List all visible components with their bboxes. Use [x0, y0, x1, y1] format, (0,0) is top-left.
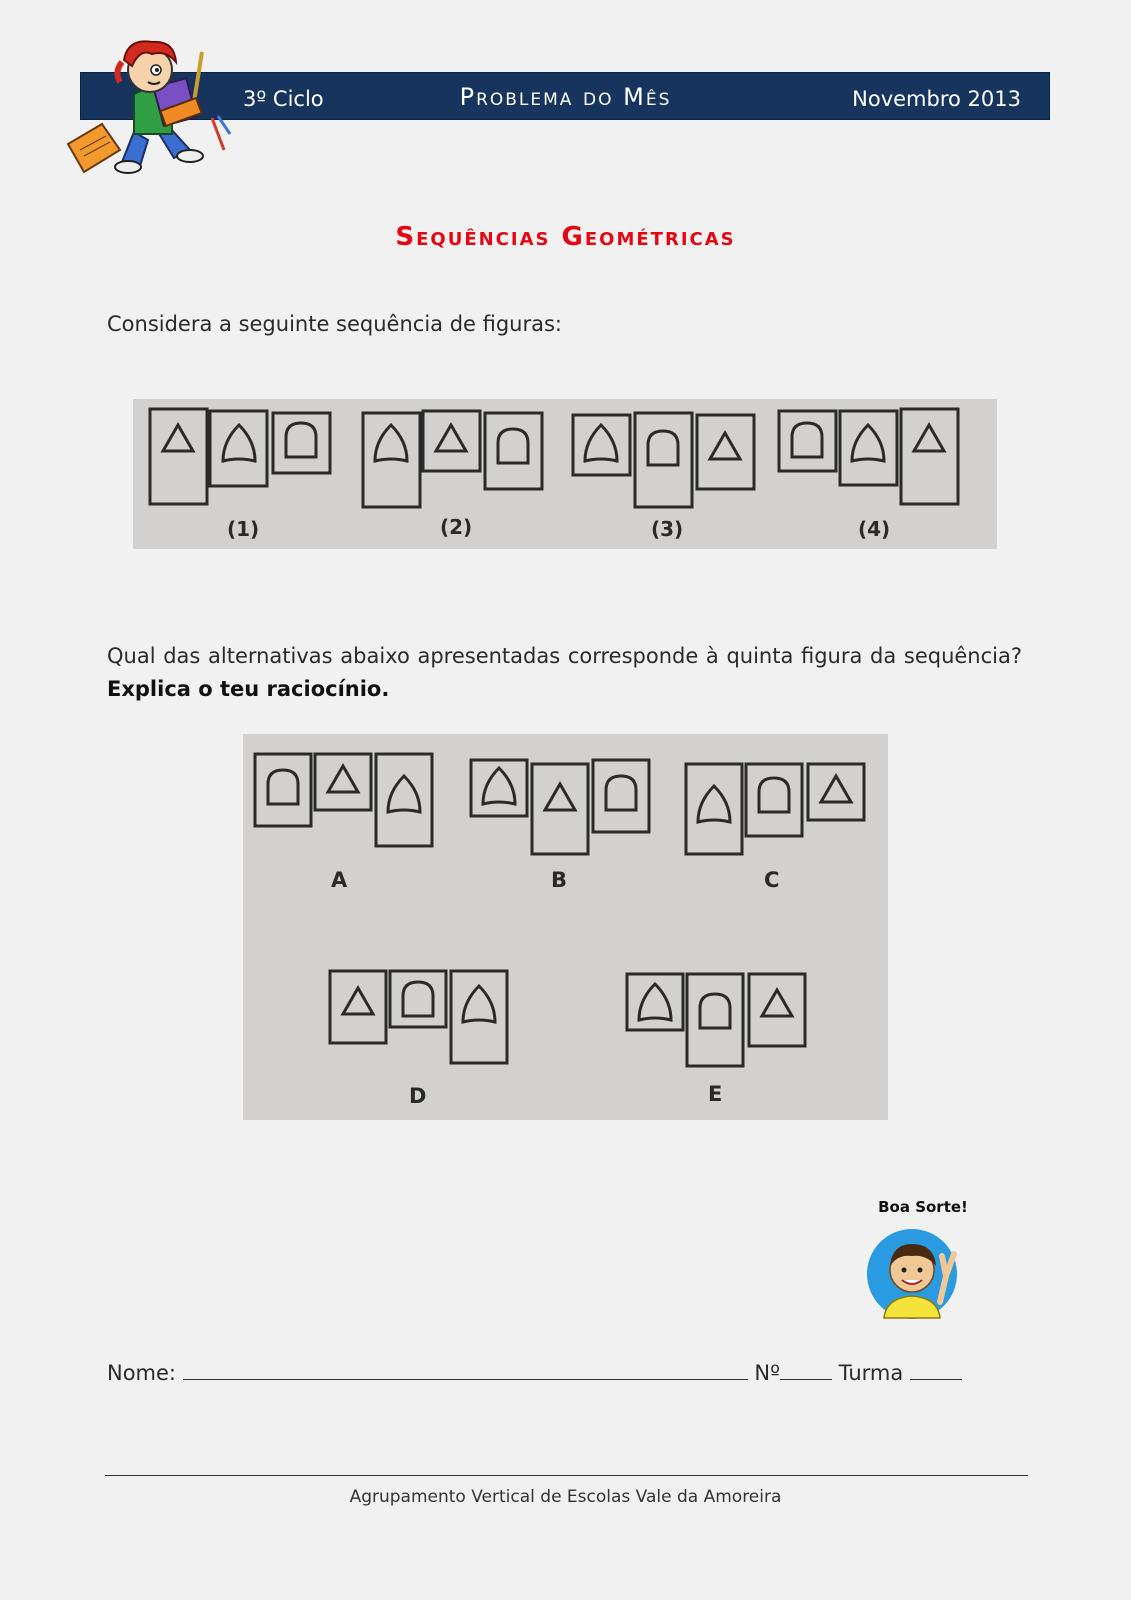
number-field[interactable] [780, 1358, 832, 1380]
worksheet-title: Sequências Geométricas [395, 222, 736, 252]
waving-kid-illustration [866, 1226, 966, 1322]
name-field[interactable] [183, 1358, 748, 1380]
header-date: Novembro 2013 [852, 87, 1021, 111]
header-cycle: 3º Ciclo [243, 87, 324, 111]
intro-text: Considera a seguinte sequência de figuras: [107, 312, 563, 336]
footer-divider [105, 1475, 1028, 1476]
sequence-label-4: (4) [858, 517, 891, 541]
sequence-label-1: (1) [227, 517, 260, 541]
student-form-line [107, 1358, 1007, 1388]
sequence-label-3: (3) [651, 517, 684, 541]
sequence-figure-panel [133, 399, 997, 549]
name-label: Nome: [107, 1361, 177, 1385]
number-label: Nº [754, 1361, 780, 1385]
student-mascot-illustration [62, 32, 232, 177]
options-figure-panel [243, 734, 888, 1120]
question-text [107, 640, 1022, 706]
footer-school-name: Agrupamento Vertical de Escolas Vale da Amoreira [349, 1487, 782, 1507]
option-label-b: B [551, 868, 568, 892]
header-title: Problema do Mês [459, 83, 672, 111]
option-label-d: D [409, 1084, 427, 1108]
option-label-e: E [708, 1082, 723, 1106]
good-luck-text: Boa Sorte! [878, 1198, 968, 1216]
option-label-a: A [331, 868, 348, 892]
class-label: Turma [838, 1361, 904, 1385]
options-figures-drawing [243, 734, 888, 1120]
question-main: Qual das alternativas abaixo apresentadas corresponde à quinta figura da sequência? [107, 644, 1022, 668]
option-label-c: C [764, 868, 780, 892]
class-field[interactable] [910, 1358, 962, 1380]
question-emphasis: Explica o teu raciocínio. [107, 677, 390, 701]
sequence-label-2: (2) [440, 515, 473, 539]
